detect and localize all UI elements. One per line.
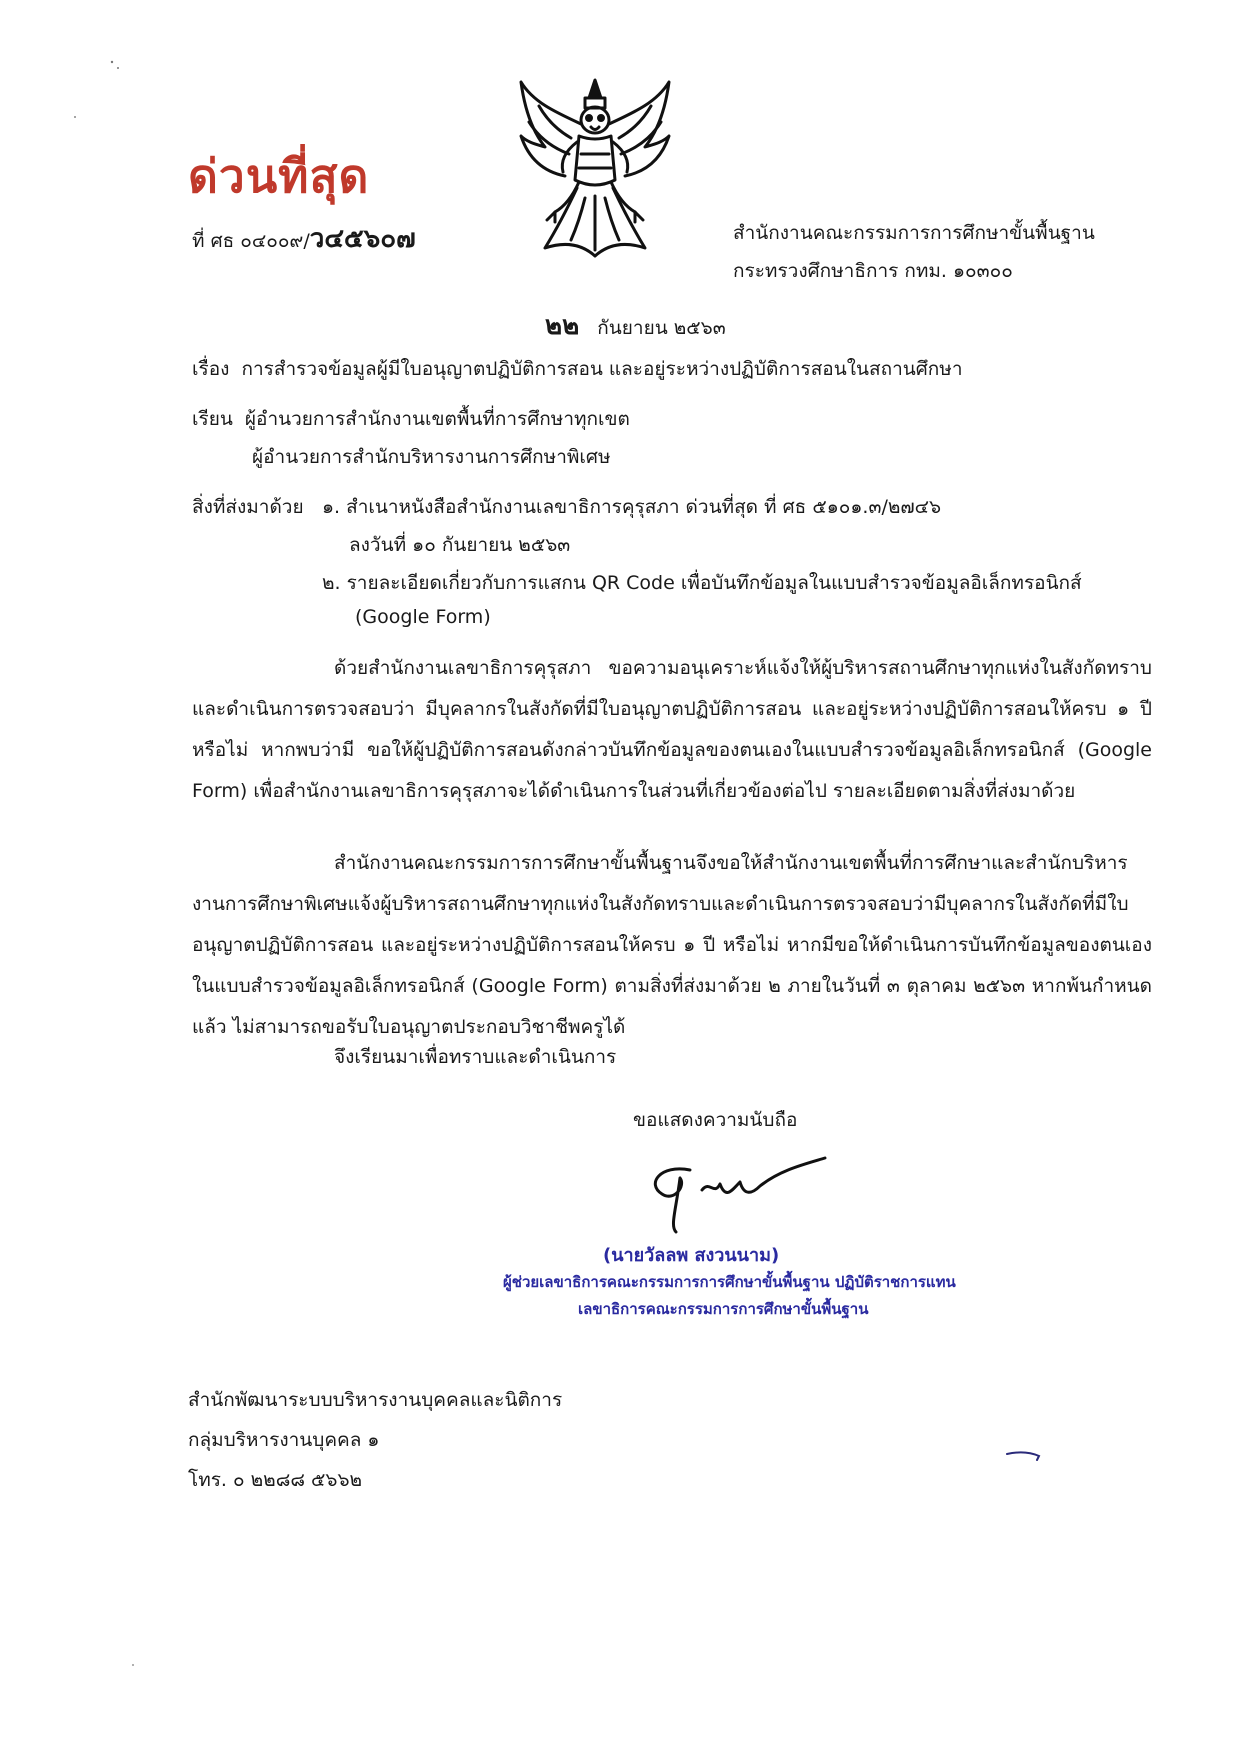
closing-sentence: จึงเรียนมาเพื่อทราบและดำเนินการ (334, 1046, 617, 1068)
footer-phone: โทร. ๐ ๒๒๘๘ ๕๖๖๒ (188, 1469, 363, 1491)
body-paragraph-2-text: สำนักงานคณะกรรมการการศึกษาขั้นพื้นฐานจึงขอให้สำนักงานเขตพื้นที่การศึกษาและสำนักบริหารงานการศึกษาพิเศษแจ้งผู้บริหารสถานศึกษาทุกแห่งในสังกัดทราบและดำเนินการตรวจสอบว่ามีบุคลากรในสังกัดที่มีใบอนุญาตปฏิบัติการสอน และอยู่ระหว่างปฏิบัติการสอนให้ครบ ๑ ปี หรือไม่ หากมีขอให้ดำเนินการบันทึกข้อมูลของตนเองในแบบสำรวจข้อมูลอิเล็กทรอนิกส์ (Google Form) ตามสิ่งที่ส่งมาด้วย ๒ ภายในวันที่ ๓ ตุลาคม ๒๕๖๓ หากพ้นกำหนดแล้ว ไม่สามารถขอรับใบอนุญาตประกอบวิชาชีพครูได้ (192, 852, 1152, 1038)
footer-department: สำนักพัฒนาระบบบริหารงานบุคคลและนิติการ (188, 1389, 563, 1411)
body-paragraph-1 (192, 648, 1152, 812)
footer-group: กลุ่มบริหารงานบุคคล ๑ (188, 1429, 380, 1451)
enclosure-1: ๑. สำเนาหนังสือสำนักงานเลขาธิการคุรุสภา ด่วนที่สุด ที่ ศธ ๕๑๐๑.๓/๒๗๔๖ (322, 496, 942, 518)
regards-text: ขอแสดงความนับถือ (633, 1109, 798, 1131)
body-paragraph-1-text: ด้วยสำนักงานเลขาธิการคุรุสภา ขอความอนุเคราะห์แจ้งให้ผู้บริหารสถานศึกษาทุกแห่งในสังกัดทราบและดำเนินการตรวจสอบว่า มีบุคลากรในสังกัดที่มีใบอนุญาตปฏิบัติการสอน และอยู่ระหว่างปฏิบัติการสอนให้ครบ ๑ ปี หรือไม่ หากพบว่ามี ขอให้ผู้ปฏิบัติการสอนดังกล่าวบันทึกข้อมูลของตนเองในแบบสำรวจข้อมูลอิเล็กทรอนิกส์ (Google Form) เพื่อสำนักงานเลขาธิการคุรุสภาจะได้ดำเนินการในส่วนที่เกี่ยวข้องต่อไป รายละเอียดตามสิ่งที่ส่งมาด้วย (192, 657, 1152, 802)
enclosure-1-date: ลงวันที่ ๑๐ กันยายน ๒๕๖๓ (349, 534, 571, 556)
document-date (545, 305, 726, 346)
recipient-label: เรียน (192, 408, 233, 430)
document-number-prefix: ที่ ศธ ๐๔๐๐๙/ (192, 230, 310, 252)
signatory-position-1: ผู้ช่วยเลขาธิการคณะกรรมการการศึกษาขั้นพื้นฐาน ปฏิบัติราชการแทน (503, 1273, 956, 1291)
body-paragraph-2 (192, 843, 1152, 1048)
garuda-emblem-icon (515, 72, 675, 262)
subject-text: การสำรวจข้อมูลผู้มีใบอนุญาตปฏิบัติการสอน และอยู่ระหว่างปฏิบัติการสอนในสถานศึกษา (241, 358, 963, 380)
recipient-line-2: ผู้อำนวยการสำนักบริหารงานการศึกษาพิเศษ (252, 446, 611, 468)
signatory-position-2: เลขาธิการคณะกรรมการการศึกษาขั้นพื้นฐาน (578, 1300, 869, 1318)
urgency-stamp: ด่วนที่สุด (188, 149, 370, 203)
handwritten-signature (640, 1140, 830, 1240)
subject-label: เรื่อง (192, 358, 230, 380)
enclosures-label: สิ่งที่ส่งมาด้วย (192, 496, 304, 518)
recipient-line-1 (192, 404, 630, 434)
subject-line (192, 354, 962, 384)
document-number (192, 218, 416, 259)
enclosure-2-cont: (Google Form) (355, 606, 491, 628)
recipient-text-1: ผู้อำนวยการสำนักงานเขตพื้นที่การศึกษาทุกเขต (244, 408, 630, 430)
date-day: ๒๒ (545, 311, 580, 341)
office-name: สำนักงานคณะกรรมการการศึกษาขั้นพื้นฐาน (733, 222, 1095, 244)
signatory-name: (นายวัลลพ สงวนนาม) (603, 1245, 780, 1266)
office-address: กระทรวงศึกษาธิการ กทม. ๑๐๓๐๐ (733, 260, 1013, 282)
pen-mark (1005, 1448, 1045, 1468)
document-number-handwritten: ว๔๕๖๐๗ (309, 224, 416, 254)
enclosure-2: ๒. รายละเอียดเกี่ยวกับการแสกน QR Code เพื่อบันทึกข้อมูลในแบบสำรวจข้อมูลอิเล็กทรอนิกส์ (322, 572, 1082, 594)
date-month-year: กันยายน ๒๕๖๓ (597, 317, 726, 339)
